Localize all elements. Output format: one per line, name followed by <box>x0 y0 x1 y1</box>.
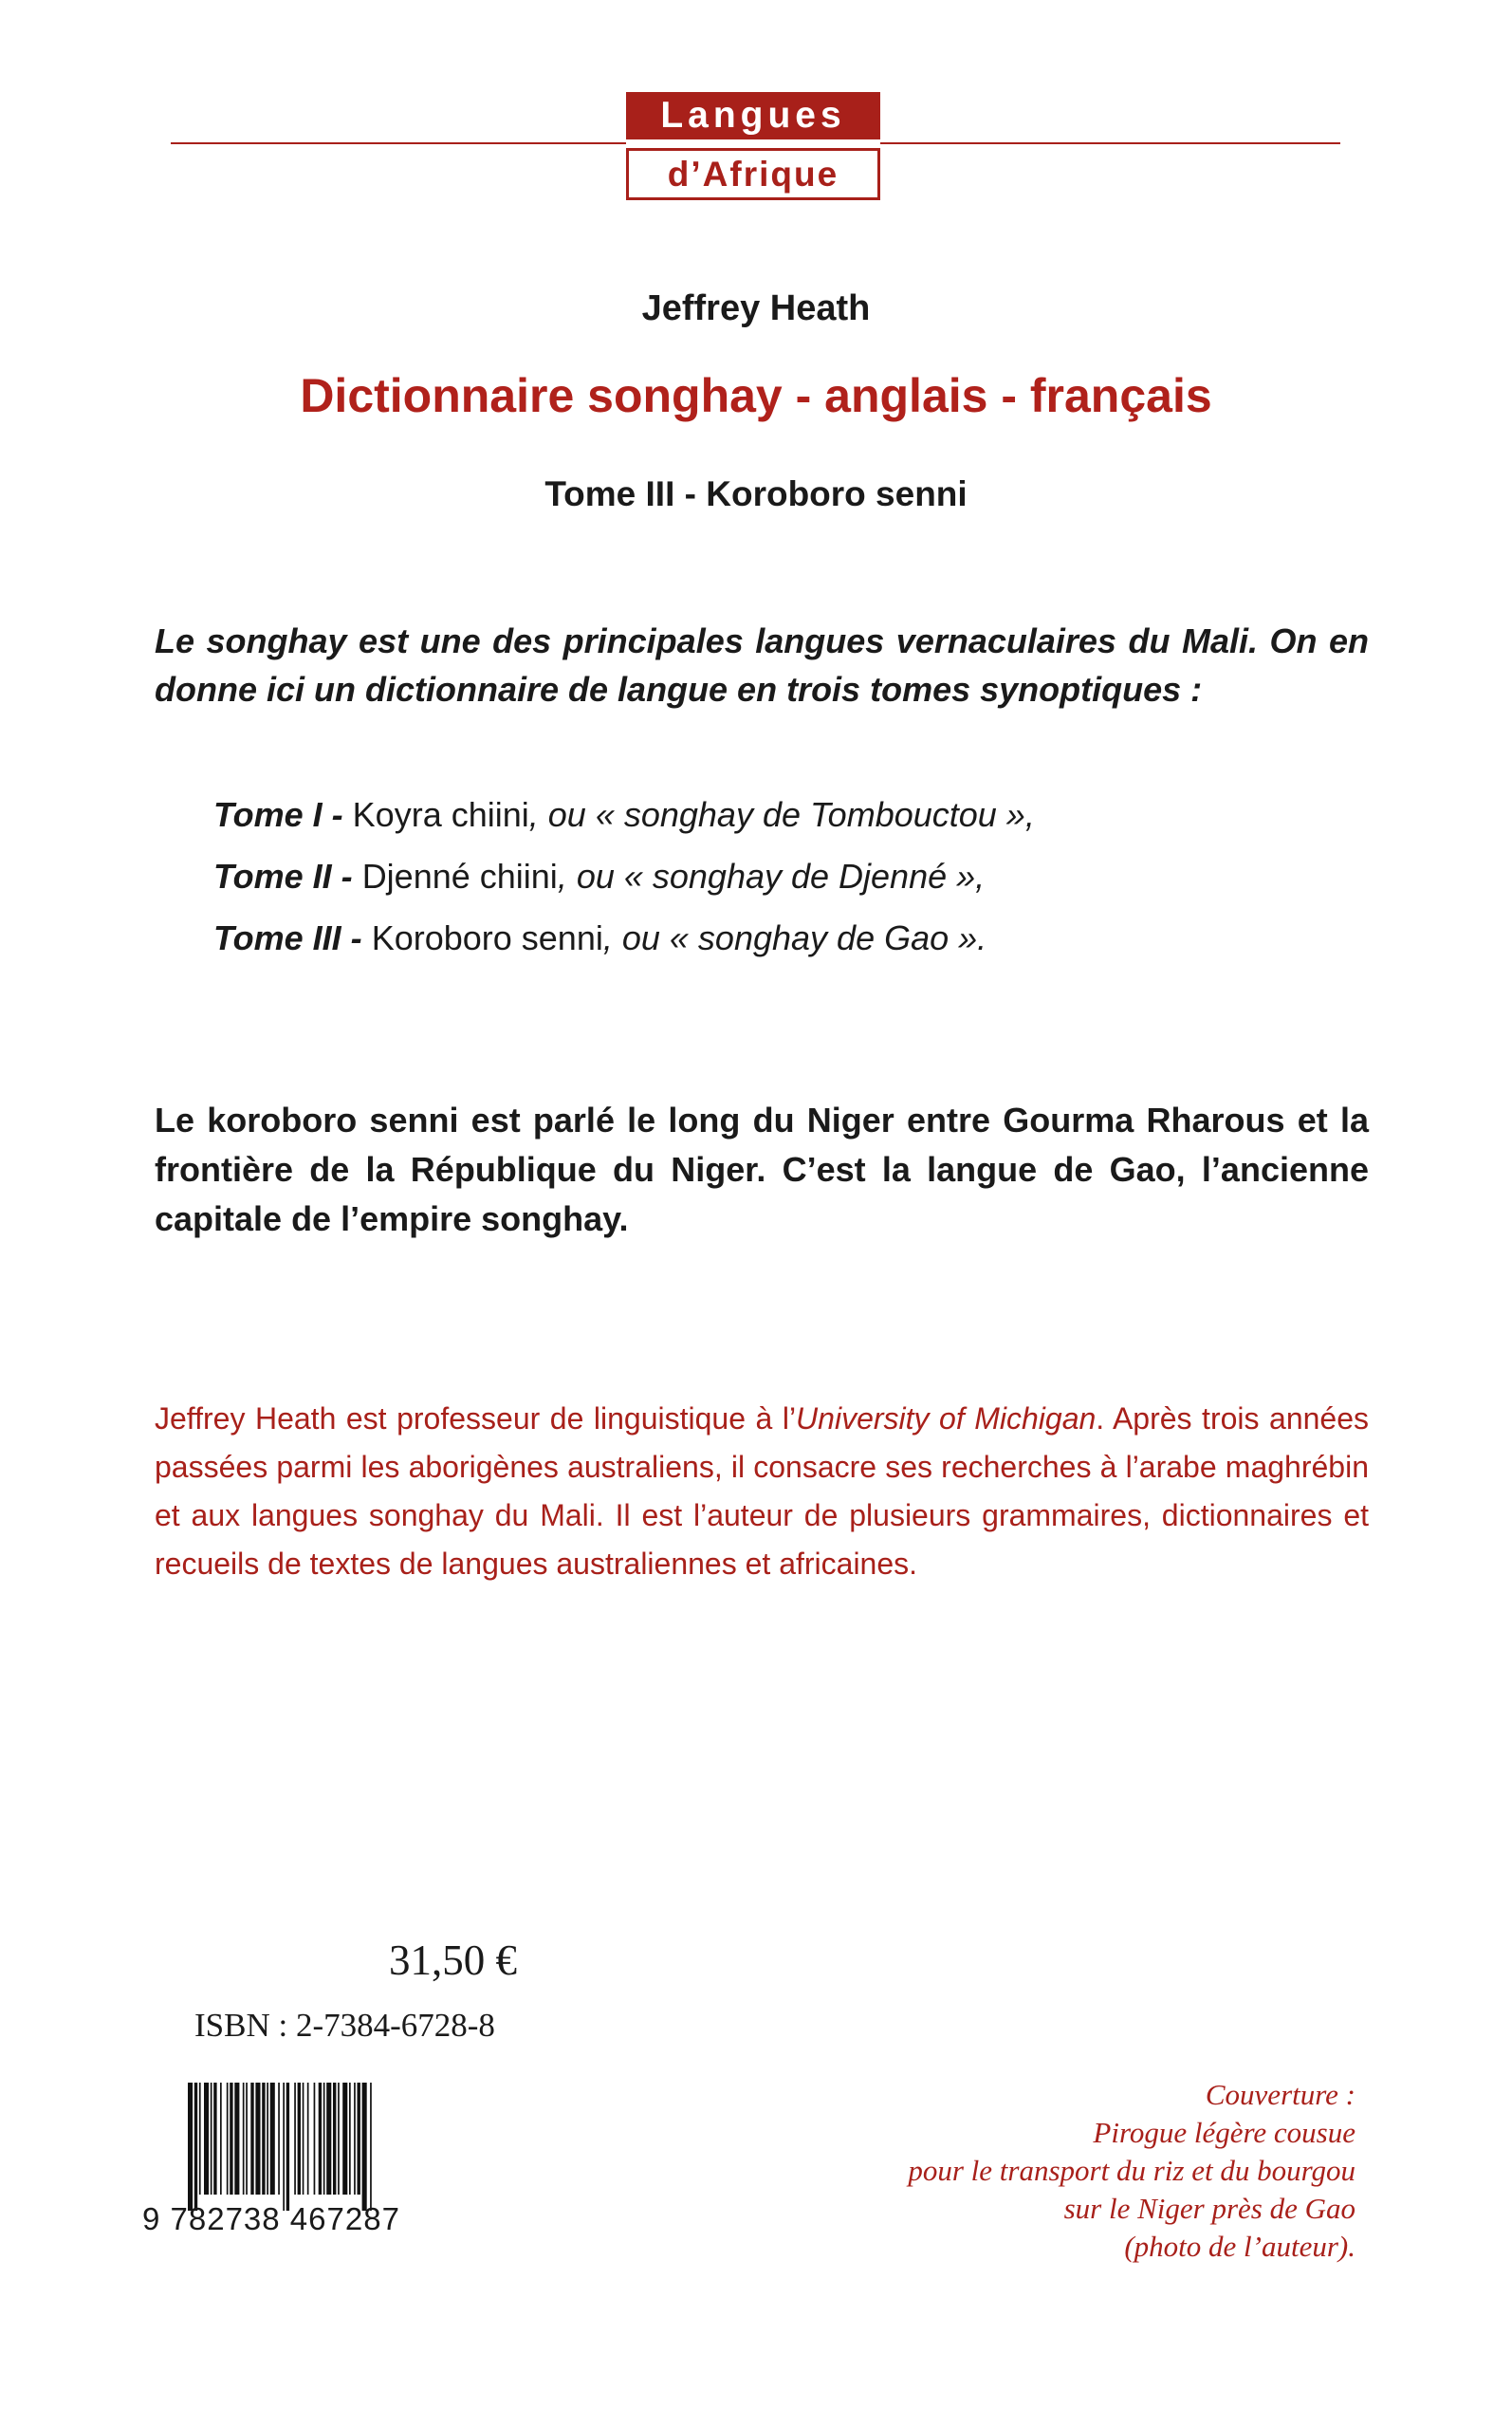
tome-name: Koroboro senni <box>371 918 603 957</box>
barcode-bar <box>294 2083 296 2195</box>
barcode-bar <box>194 2083 197 2211</box>
barcode-bar <box>255 2083 260 2195</box>
volume-subtitle: Tome III - Koroboro senni <box>544 474 968 513</box>
barcode-bar <box>243 2083 245 2195</box>
author-bio <box>155 1395 1369 1588</box>
barcode-bar <box>358 2083 360 2195</box>
tome-item <box>213 795 1035 835</box>
barcode-bar <box>323 2083 325 2195</box>
barcode-bar <box>267 2083 268 2195</box>
barcode-bar <box>303 2083 304 2195</box>
header-rule-right <box>880 142 1340 144</box>
barcode-bar <box>227 2083 229 2195</box>
book-title: Dictionnaire songhay - anglais - français <box>300 369 1212 422</box>
barcode-bar <box>188 2083 193 2211</box>
tome-item <box>213 857 985 897</box>
bio-university: University of Michigan <box>796 1401 1097 1436</box>
logo-langues: Langues <box>626 92 880 139</box>
barcode-bar <box>220 2083 222 2195</box>
barcode-bar <box>338 2083 340 2195</box>
barcode-bar <box>213 2083 216 2195</box>
author-name: Jeffrey Heath <box>641 288 871 328</box>
cover-caption-line: Pirogue légère cousue <box>1093 2116 1355 2149</box>
tome-item <box>213 918 986 958</box>
barcode-bar <box>234 2083 239 2195</box>
cover-caption <box>908 2076 1355 2266</box>
description-paragraph: Le koroboro senni est parlé le long du Niger entre Gourma Rharous et la frontière de la République du Niger. C’est la langue de Gao, l’ancienne capitale de l’empire songhay. <box>155 1101 1369 1238</box>
barcode-bar <box>283 2083 285 2211</box>
cover-caption-line: sur le Niger près de Gao <box>1063 2192 1355 2225</box>
barcode-bar <box>204 2083 209 2195</box>
barcode-bar <box>314 2083 316 2195</box>
barcode-bar <box>349 2083 351 2195</box>
barcode-bar <box>250 2083 253 2195</box>
bio-text-start: Jeffrey Heath est professeur de linguistique à l’ <box>155 1401 797 1436</box>
bio-text-end: . Après trois années passées parmi les aborigènes australiens, il consacre ses recherches à l’arabe maghrébin et aux langues songhay du Mali. Il est l’auteur de plusieurs grammaires, dictionnaires et recueils de textes de langues australiennes et africaines. <box>155 1401 1369 1581</box>
barcode-bar <box>246 2083 248 2195</box>
barcode-bar <box>262 2083 265 2195</box>
tome-name: Djenné chiini <box>361 857 558 896</box>
barcode-bar <box>230 2083 232 2195</box>
tome-name: Koyra chiini <box>352 795 529 834</box>
barcode-bar <box>286 2083 289 2211</box>
header-rule-left <box>171 142 626 144</box>
tome-description: , ou « songhay de Gao ». <box>602 918 987 957</box>
price: 31,50 € <box>389 1936 517 1984</box>
tome-label: Tome III - <box>213 918 372 957</box>
isbn: ISBN : 2-7384-6728-8 <box>194 2007 495 2044</box>
barcode-bar <box>333 2083 336 2195</box>
tome-description: , ou « songhay de Djenné », <box>557 857 986 896</box>
barcode <box>186 2083 537 2211</box>
tome-description: , ou « songhay de Tombouctou », <box>528 795 1035 834</box>
barcode-bar <box>199 2083 201 2195</box>
barcode-bar <box>354 2083 356 2195</box>
intro-paragraph: Le songhay est une des principales langues vernaculaires du Mali. On en donne ici un dictionnaire de langue en trois tomes synoptiques : <box>155 621 1369 709</box>
barcode-bar <box>298 2083 301 2195</box>
tome-label: Tome I - <box>213 795 353 834</box>
logo-dafrique: d’Afrique <box>626 148 880 200</box>
barcode-bar <box>278 2083 280 2195</box>
barcode-bar <box>307 2083 309 2195</box>
barcode-bar <box>370 2083 372 2211</box>
tome-label: Tome II - <box>213 857 362 896</box>
cover-caption-line: pour le transport du riz et du bourgou <box>908 2154 1355 2187</box>
barcode-bar <box>270 2083 275 2195</box>
barcode-number: 9 782738 467287 <box>142 2201 400 2236</box>
barcode-bar <box>211 2083 212 2195</box>
cover-caption-line: Couverture : <box>1205 2078 1355 2111</box>
cover-caption-line: (photo de l’auteur). <box>1124 2230 1355 2263</box>
barcode-bar <box>319 2083 322 2195</box>
barcode-bar <box>362 2083 367 2211</box>
barcode-bar <box>326 2083 331 2195</box>
barcode-bar <box>342 2083 347 2195</box>
